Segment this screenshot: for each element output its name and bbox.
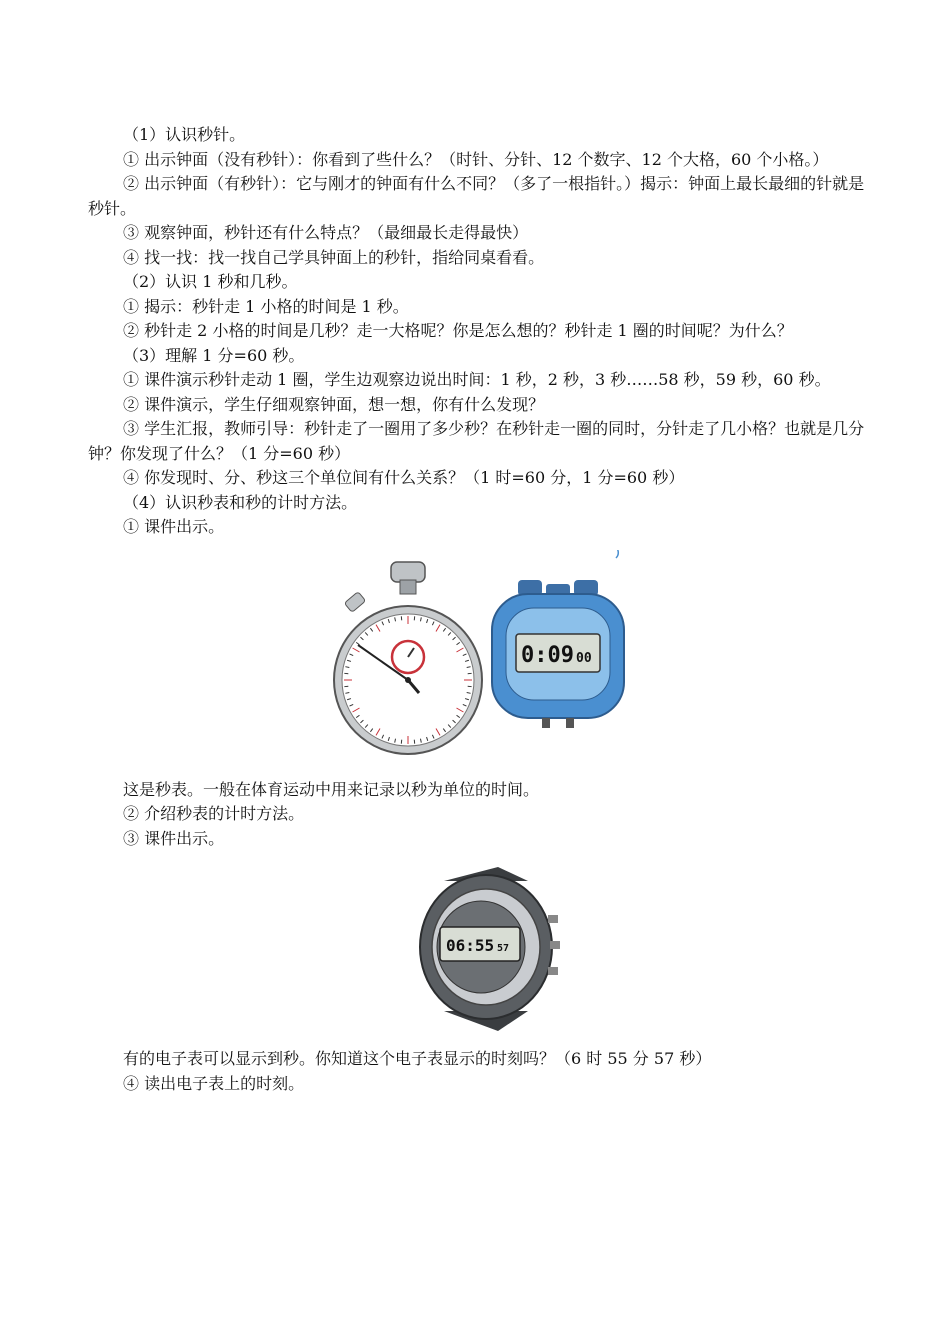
paragraph: ④ 读出电子表上的时刻。 [123,1073,305,1093]
electronic-watch-image [420,867,560,1031]
stopwatch-display-small-text: 00 [576,650,592,666]
watch-display-small-text: 57 [497,943,510,954]
paragraph: ② 课件演示，学生仔细观察钟面，想一想，你有什么发现？ [123,394,545,414]
heading-second-hand: （1）认识秒针。 [123,125,246,144]
paragraph: ① 课件出示。 [123,517,225,536]
electronic-watch-figure [88,861,878,1037]
stopwatch-display-text: 0:09 [521,642,574,668]
paragraph: ① 揭示：秒针走 1 小格的时间是 1 秒。 [123,296,409,316]
stopwatch-figure [88,550,878,772]
paragraph: ④ 找一找：找一找自己学具钟面上的秒针，指给同桌看看。 [123,247,545,267]
heading-one-second: （2）认识 1 秒和几秒。 [123,272,298,291]
digital-stopwatch-image [492,580,624,728]
heading-stopwatch: （4）认识秒表和秒的计时方法。 [123,492,358,512]
paragraph: ① 课件演示秒针走动 1 圈，学生边观察边说出时间：1 秒，2 秒，3 秒……58 秒，59 秒，60 秒。 [123,370,831,389]
paragraph: ④ 你发现时、分、秒这三个单位间有什么关系？（1 时=60 分，1 分=60 秒） [123,468,685,487]
watch-display-text: 06:55 [446,936,495,955]
paragraph: ③ 观察钟面，秒针还有什么特点？（最细最长走得最快） [123,223,529,242]
paragraph: ② 介绍秒表的计时方法。 [123,804,305,823]
paragraph: ② 秒针走 2 小格的时间是几秒？走一大格呢？你是怎么想的？秒针走 1 圈的时间呢？为什么？ [123,321,793,340]
paragraph: ② 出示钟面（有秒针）：它与刚才的钟面有什么不同？（多了一根指针。）揭示：钟面上最长最细的针就是秒针。 [88,174,865,218]
document-body [88,123,878,1096]
paragraph: ① 出示钟面（没有秒针）：你看到了些什么？（时针、分针、12 个数字、12 个大格，60 个小格。） [123,149,829,169]
paragraph: 有的电子表可以显示到秒。你知道这个电子表显示的时刻吗？（6 时 55 分 57 秒） [123,1049,712,1068]
analog-stopwatch-image [334,562,482,754]
paragraph: 这是秒表。一般在体育运动中用来记录以秒为单位的时间。 [123,779,540,799]
heading-minute-seconds: （3）理解 1 分=60 秒。 [123,345,305,365]
paragraph: ③ 学生汇报，教师引导：秒针走了一圈用了多少秒？在秒针走一圈的同时，分针走了几小格？也就是几分钟？你发现了什么？（1 分=60 秒） [88,419,865,463]
paragraph: ③ 课件出示。 [123,828,225,848]
